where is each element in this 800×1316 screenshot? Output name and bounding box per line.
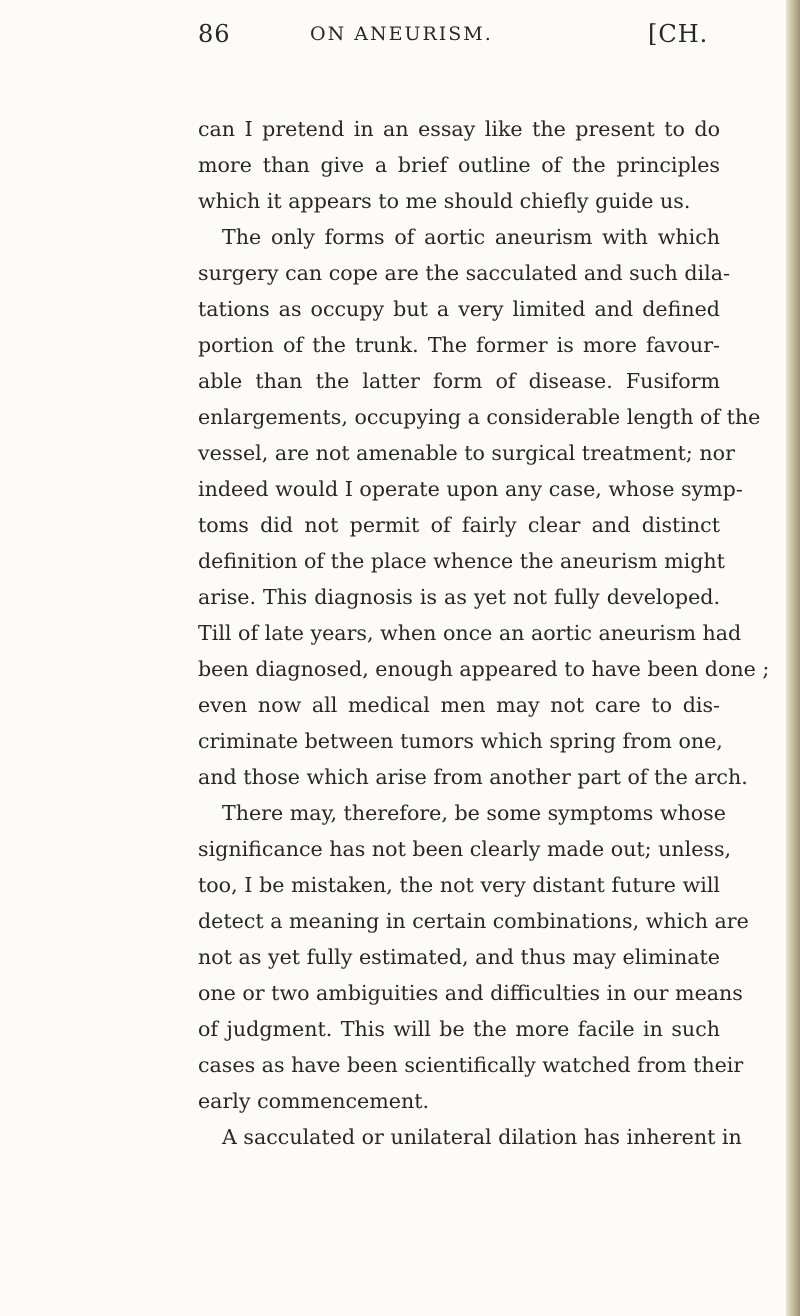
text-line: definition of the place whence the aneurism might bbox=[198, 549, 725, 573]
text-line: and those which arise from another part of the arch. bbox=[198, 765, 748, 789]
text-line: indeed would I operate upon any case, whose symp- bbox=[198, 477, 743, 501]
text-line: significance has not been clearly made out; unless, bbox=[198, 837, 732, 861]
body-text bbox=[198, 111, 770, 1155]
text-line: been diagnosed, enough appeared to have been done ; bbox=[198, 657, 770, 681]
running-title: ON ANEURISM. bbox=[310, 23, 493, 45]
text-line: surgery can cope are the sacculated and such dila- bbox=[198, 261, 730, 285]
text-line: of judgment. This will be the more facile in such bbox=[198, 1017, 720, 1041]
text-line: more than give a brief outline of the principles bbox=[198, 153, 720, 177]
text-line: enlargements, occupying a considerable length of the bbox=[198, 405, 761, 429]
text-line: arise. This diagnosis is as yet not fully developed. bbox=[198, 585, 720, 609]
running-head bbox=[198, 20, 718, 60]
text-line: which it appears to me should chiefly guide us. bbox=[198, 189, 691, 213]
text-line: too, I be mistaken, the not very distant future will bbox=[198, 873, 720, 897]
text-line: criminate between tumors which spring from one, bbox=[198, 729, 723, 753]
text-line: toms did not permit of fairly clear and distinct bbox=[198, 513, 720, 537]
text-line: can I pretend in an essay like the present to do bbox=[198, 117, 720, 141]
text-line: able than the latter form of disease. Fusiform bbox=[198, 369, 720, 393]
text-line: A sacculated or unilateral dilation has inherent in bbox=[222, 1125, 742, 1149]
text-line: early commencement. bbox=[198, 1089, 430, 1113]
chapter-marker: [CH. bbox=[648, 20, 709, 48]
text-line: detect a meaning in certain combinations, which are bbox=[198, 909, 749, 933]
page-number: 86 bbox=[198, 20, 231, 48]
text-line: Till of late years, when once an aortic aneurism had bbox=[198, 621, 742, 645]
text-line: not as yet fully estimated, and thus may eliminate bbox=[198, 945, 720, 969]
text-line: even now all medical men may not care to dis- bbox=[198, 693, 720, 717]
text-line: tations as occupy but a very limited and defined bbox=[198, 297, 720, 321]
text-line: There may, therefore, be some symptoms whose bbox=[222, 801, 726, 825]
text-line: vessel, are not amenable to surgical treatment; nor bbox=[198, 441, 735, 465]
text-line: cases as have been scientifically watched from their bbox=[198, 1053, 744, 1077]
text-line: portion of the trunk. The former is more favour- bbox=[198, 333, 720, 357]
text-line: The only forms of aortic aneurism with which bbox=[222, 225, 720, 249]
text-line: one or two ambiguities and difficulties in our means bbox=[198, 981, 743, 1005]
page-edge bbox=[786, 0, 800, 1316]
